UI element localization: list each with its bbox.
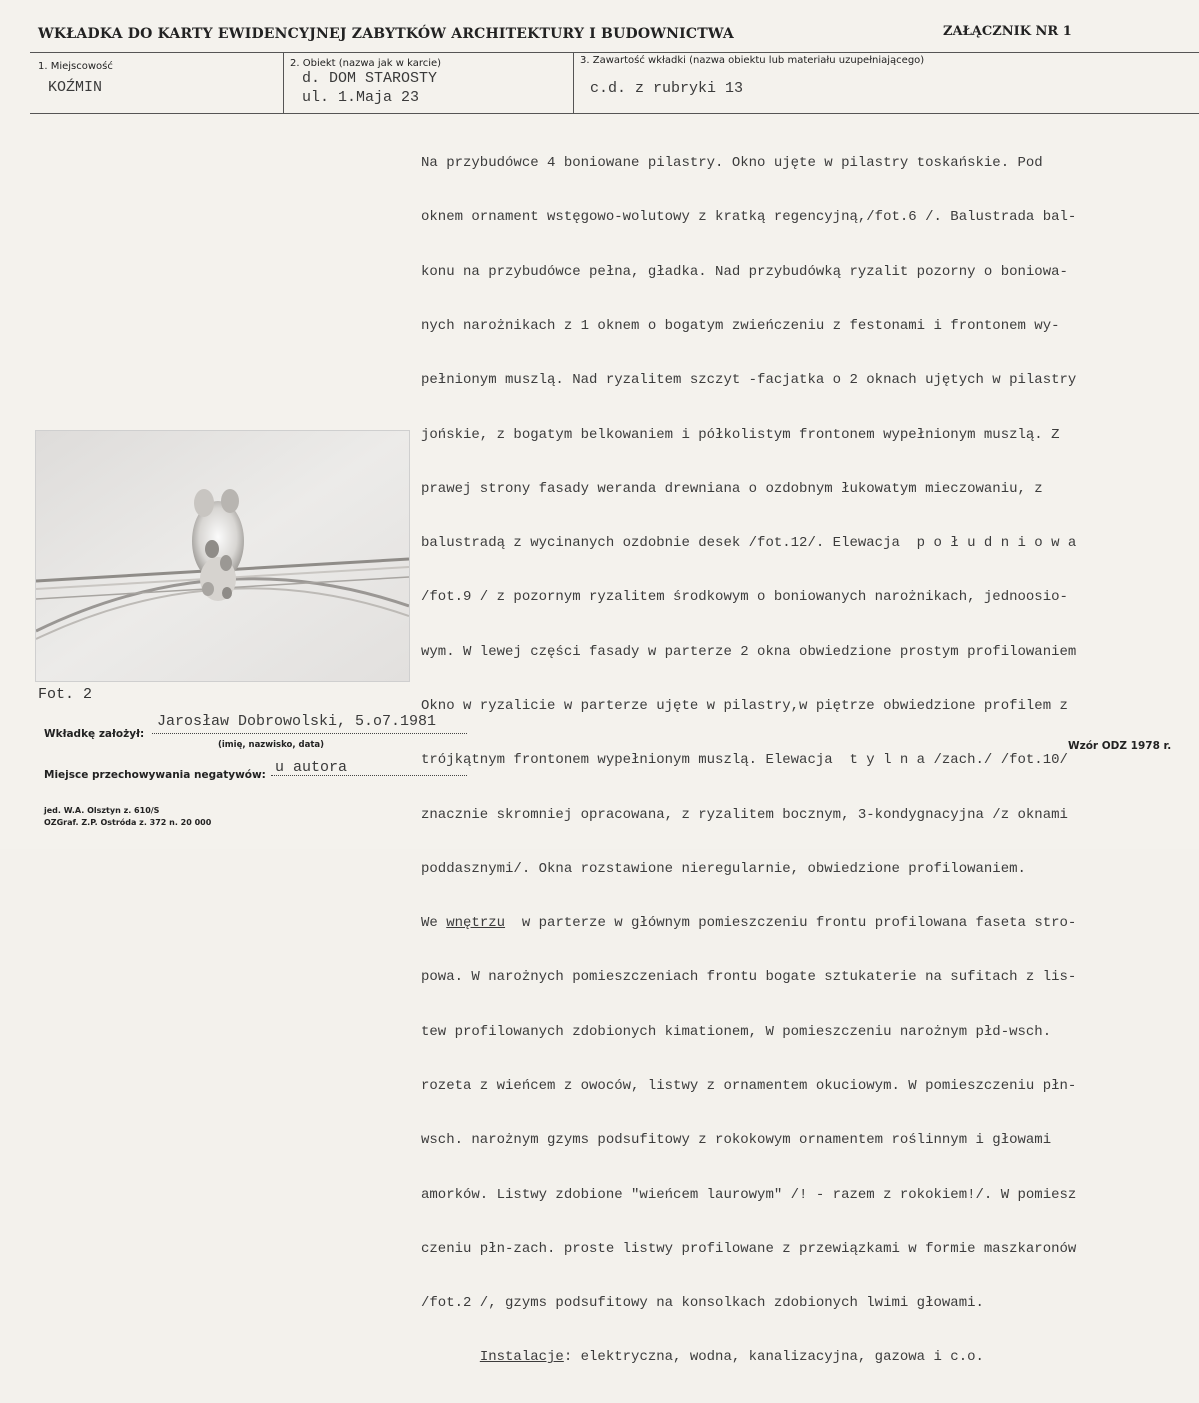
stucco-photo [35, 430, 410, 682]
description-line: nych narożnikach z 1 oknem o bogatym zwieńczeniu z festonami i frontonem wy- [421, 318, 1060, 335]
description-line: powa. W narożnych pomieszczeniach frontu bogate sztukaterie na sufitach z lis- [421, 969, 1077, 986]
attachment-number: ZAŁĄCZNIK NR 1 [943, 24, 1072, 39]
locality-label: 1. Miejscowość [38, 61, 113, 72]
description-line: jońskie, z bogatym belkowaniem i półkolistym frontonem wypełnionym muszlą. Z [421, 426, 1060, 443]
description-line: tew profilowanych zdobionych kimationem, W pomieszczeniu narożnym płd-wsch. [421, 1023, 1052, 1040]
negatives-label: Miejsce przechowywania negatywów: [44, 769, 266, 781]
stucco-ornament-image [36, 431, 409, 681]
description-line: Na przybudówce 4 boniowane pilastry. Okno ujęte w pilastry toskańskie. Pod [421, 155, 1043, 172]
description-line: We wnętrzu w parterze w głównym pomieszczeniu frontu profilowana faseta stro- [421, 915, 1077, 932]
description-line: trójkątnym frontonem wypełnionym muszlą. Elewacja t y l n a /zach./ /fot.10/ [421, 752, 1068, 769]
object-value-line2: ul. 1.Maja 23 [302, 89, 420, 106]
description-line: wym. W lewej części fasady w parterze 2 okna obwiedzione prostym profilowaniem [421, 643, 1077, 660]
description-line: poddasznymi/. Okna rozstawione nieregularnie, obwiedzione profilowaniem. [421, 860, 1026, 877]
header-divider-2 [573, 52, 574, 114]
author-underline [152, 733, 467, 734]
header-divider-1 [283, 52, 284, 114]
description-line: znacznie skromniej opracowana, z ryzalitem bocznym, 3-kondygnacyjna /z oknami [421, 806, 1068, 823]
description-line: Instalacje: elektryczna, wodna, kanalizacyjna, gazowa i c.o. [479, 1349, 984, 1366]
negatives-value: u autora [275, 759, 348, 776]
author-hint: (imię, nazwisko, data) [218, 740, 325, 750]
description-line: amorków. Listwy zdobione "wieńcem laurowym" /! - razem z rokokiem!/. W pomiesz [421, 1186, 1077, 1203]
printer-line-1: jed. W.A. Olsztyn z. 610/S [44, 806, 160, 815]
description-line: wsch. narożnym gzyms podsufitowy z rokokowym ornamentem roślinnym i głowami [421, 1132, 1052, 1149]
description-line: Okno w ryzalicie w parterze ujęte w pilastry,w piętrze obwiedzione profilem z [421, 698, 1068, 714]
locality-value: KOŹMIN [48, 79, 103, 96]
header-rule-bottom [30, 113, 1199, 114]
underlined-word: wnętrzu [446, 915, 506, 932]
description-line: /fot.9 / z pozornym ryzalitem środkowym o boniowanych narożnikach, jednoosio- [421, 589, 1068, 606]
object-label: 2. Obiekt (nazwa jak w karcie) [290, 58, 442, 69]
photo-caption: Fot. 2 [38, 686, 93, 703]
description-line: balustradą z wycinanych ozdobnie desek /fot.12/. Elewacja p o ł u d n i o w a [421, 535, 1077, 552]
description-line: prawej strony fasady weranda drewniana o ozdobnym łukowatym mieczowaniu, z [421, 480, 1043, 497]
contents-label: 3. Zawartość wkładki (nazwa obiektu lub materiału uzupełniającego) [580, 55, 925, 66]
description-line: rozeta z wieńcem z owoców, listwy z ornamentem okuciowym. W pomieszczeniu płn- [421, 1077, 1077, 1094]
description-line: konu na przybudówce pełna, gładka. Nad przybudówką ryzalit pozorny o boniowa- [421, 263, 1068, 280]
contents-value: c.d. z rubryki 13 [590, 80, 744, 97]
form-model: Wzór ODZ 1978 r. [1068, 740, 1172, 752]
description-line: oknem ornament wstęgowo-wolutowy z kratką regencyjną,/fot.6 /. Balustrada bal- [421, 209, 1077, 226]
underlined-word: Instalacje [479, 1349, 564, 1366]
header-rule-top [30, 52, 1199, 53]
description-line: /fot.2 /, gzyms podsufitowy na konsolkach zdobionych lwimi głowami. [421, 1295, 984, 1312]
author-label: Wkładkę założył: [44, 728, 145, 740]
printer-line-2: OZGraf. Z.P. Ostróda z. 372 n. 20 000 [44, 818, 212, 827]
description-text [421, 118, 1199, 1403]
description-line: czeniu płn-zach. proste listwy profilowane z przewiązkami w formie maszkaronów [421, 1240, 1077, 1257]
description-line: pełnionym muszlą. Nad ryzalitem szczyt -facjatka o 2 oknach ujętych w pilastry [421, 372, 1077, 389]
negatives-underline [271, 775, 467, 776]
object-value-line1: d. DOM STAROSTY [302, 70, 438, 87]
author-value: Jarosław Dobrowolski, 5.o7.1981 [157, 713, 437, 730]
form-title: WKŁADKA DO KARTY EWIDENCYJNEJ ZABYTKÓW ARCHITEKTURY I BUDOWNICTWA [38, 26, 734, 42]
